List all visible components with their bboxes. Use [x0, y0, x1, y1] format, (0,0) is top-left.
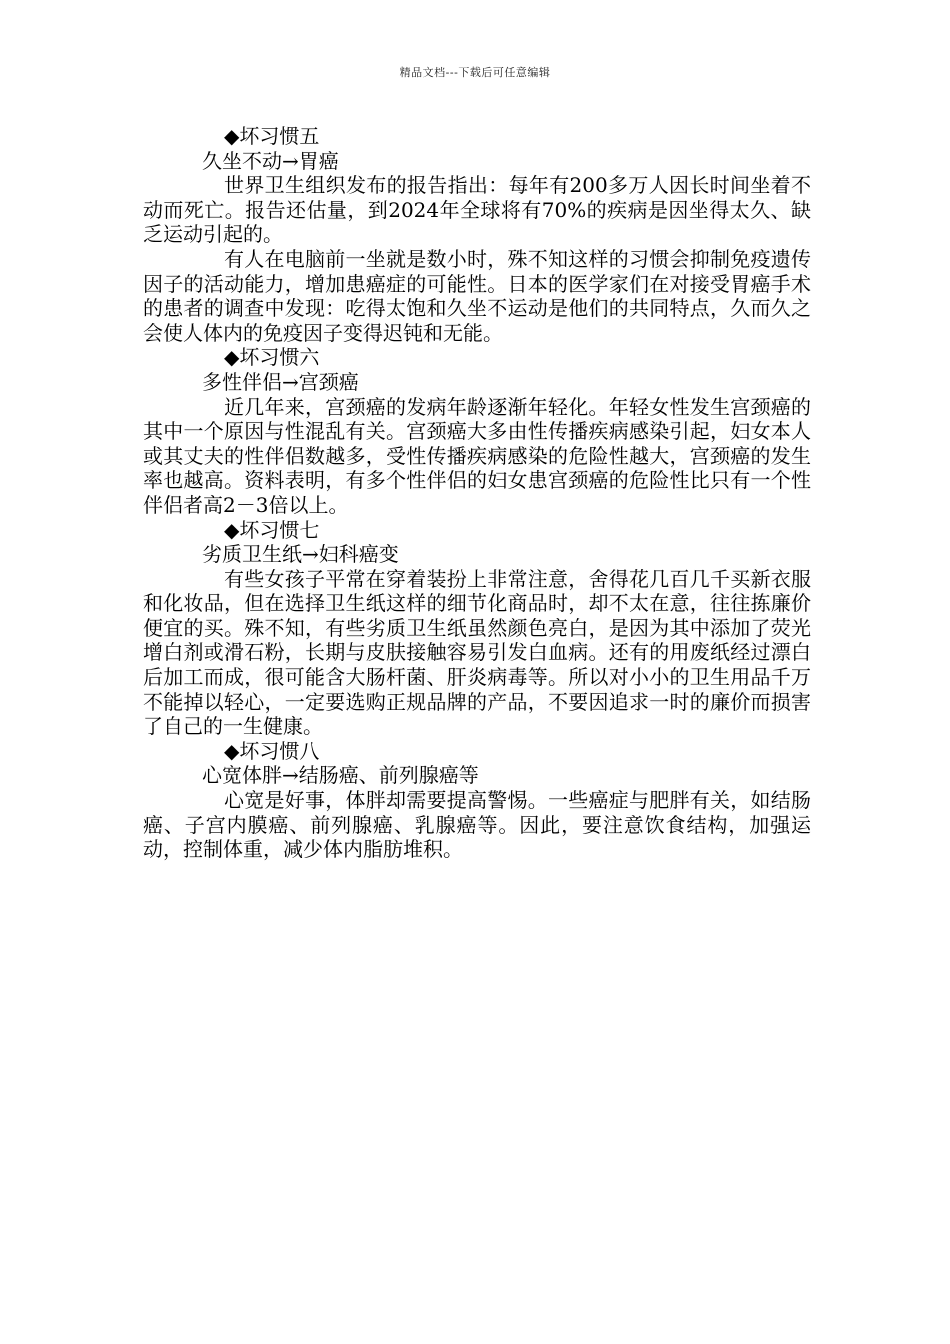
body-paragraph: 心宽是好事，体胖却需要提高警惕。一些癌症与肥胖有关，如结肠癌、子宫内膜癌、前列腺癌、乳腺癌等。因此，要注意饮食结构，加强运动，控制体重，减少体内脂肪堆积。 [143, 788, 811, 862]
body-paragraph: 近几年来，宫颈癌的发病年龄逐渐年轻化。年轻女性发生宫颈癌的其中一个原因与性混乱有关。宫颈癌大多由性传播疾病感染引起，妇女本人或其丈夫的性伴侣数越多，受性传播疾病感染的危险性越大，宫颈癌的发生率也越高。资料表明，有多个性伴侣的妇女患宫颈癌的危险性比只有一个性伴侣者高2－3倍以上。 [143, 394, 811, 517]
section-subtitle: 劣质卫生纸→妇科癌变 [202, 542, 399, 567]
section-subtitle: 心宽体胖→结肠癌、前列腺癌等 [202, 763, 479, 788]
section-bad-habit-8 [143, 739, 811, 862]
section-subtitle: 久坐不动→胃癌 [202, 148, 339, 173]
section-bad-habit-6 [143, 345, 811, 517]
body-paragraph: 有些女孩子平常在穿着装扮上非常注意，舍得花几百几千买新衣服和化妆品，但在选择卫生纸这样的细节化商品时，却不太在意，往往拣廉价便宜的买。殊不知，有些劣质卫生纸虽然颜色亮白，是因为其中添加了荧光增白剂或滑石粉，长期与皮肤接触容易引发白血病。还有的用废纸经过漂白后加工而成，很可能含大肠杆菌、肝炎病毒等。所以对小小的卫生用品千万不能掉以轻心，一定要选购正规品牌的产品，不要因追求一时的廉价而损害了自己的一生健康。 [143, 566, 811, 739]
body-paragraph: 世界卫生组织发布的报告指出：每年有200多万人因长时间坐着不动而死亡。报告还估量，到2024年全球将有70%的疾病是因坐得太久、缺乏运动引起的。 [143, 173, 811, 247]
section-heading: ◆坏习惯八 [224, 738, 320, 763]
section-bad-habit-5 [143, 124, 811, 345]
document-body [143, 124, 811, 862]
page-header: 精品文档---下载后可任意编辑 [399, 66, 551, 79]
body-paragraph: 有人在电脑前一坐就是数小时，殊不知这样的习惯会抑制免疫遗传因子的活动能力，增加患癌症的可能性。日本的医学家们在对接受胃癌手术的患者的调查中发现：吃得太饱和久坐不运动是他们的共同特点，久而久之会使人体内的免疫因子变得迟钝和无能。 [143, 246, 811, 345]
section-subtitle: 多性伴侣→宫颈癌 [202, 369, 359, 394]
section-heading: ◆坏习惯五 [224, 124, 320, 148]
section-bad-habit-7 [143, 518, 811, 739]
section-heading: ◆坏习惯六 [224, 345, 320, 370]
section-heading: ◆坏习惯七 [224, 517, 320, 542]
